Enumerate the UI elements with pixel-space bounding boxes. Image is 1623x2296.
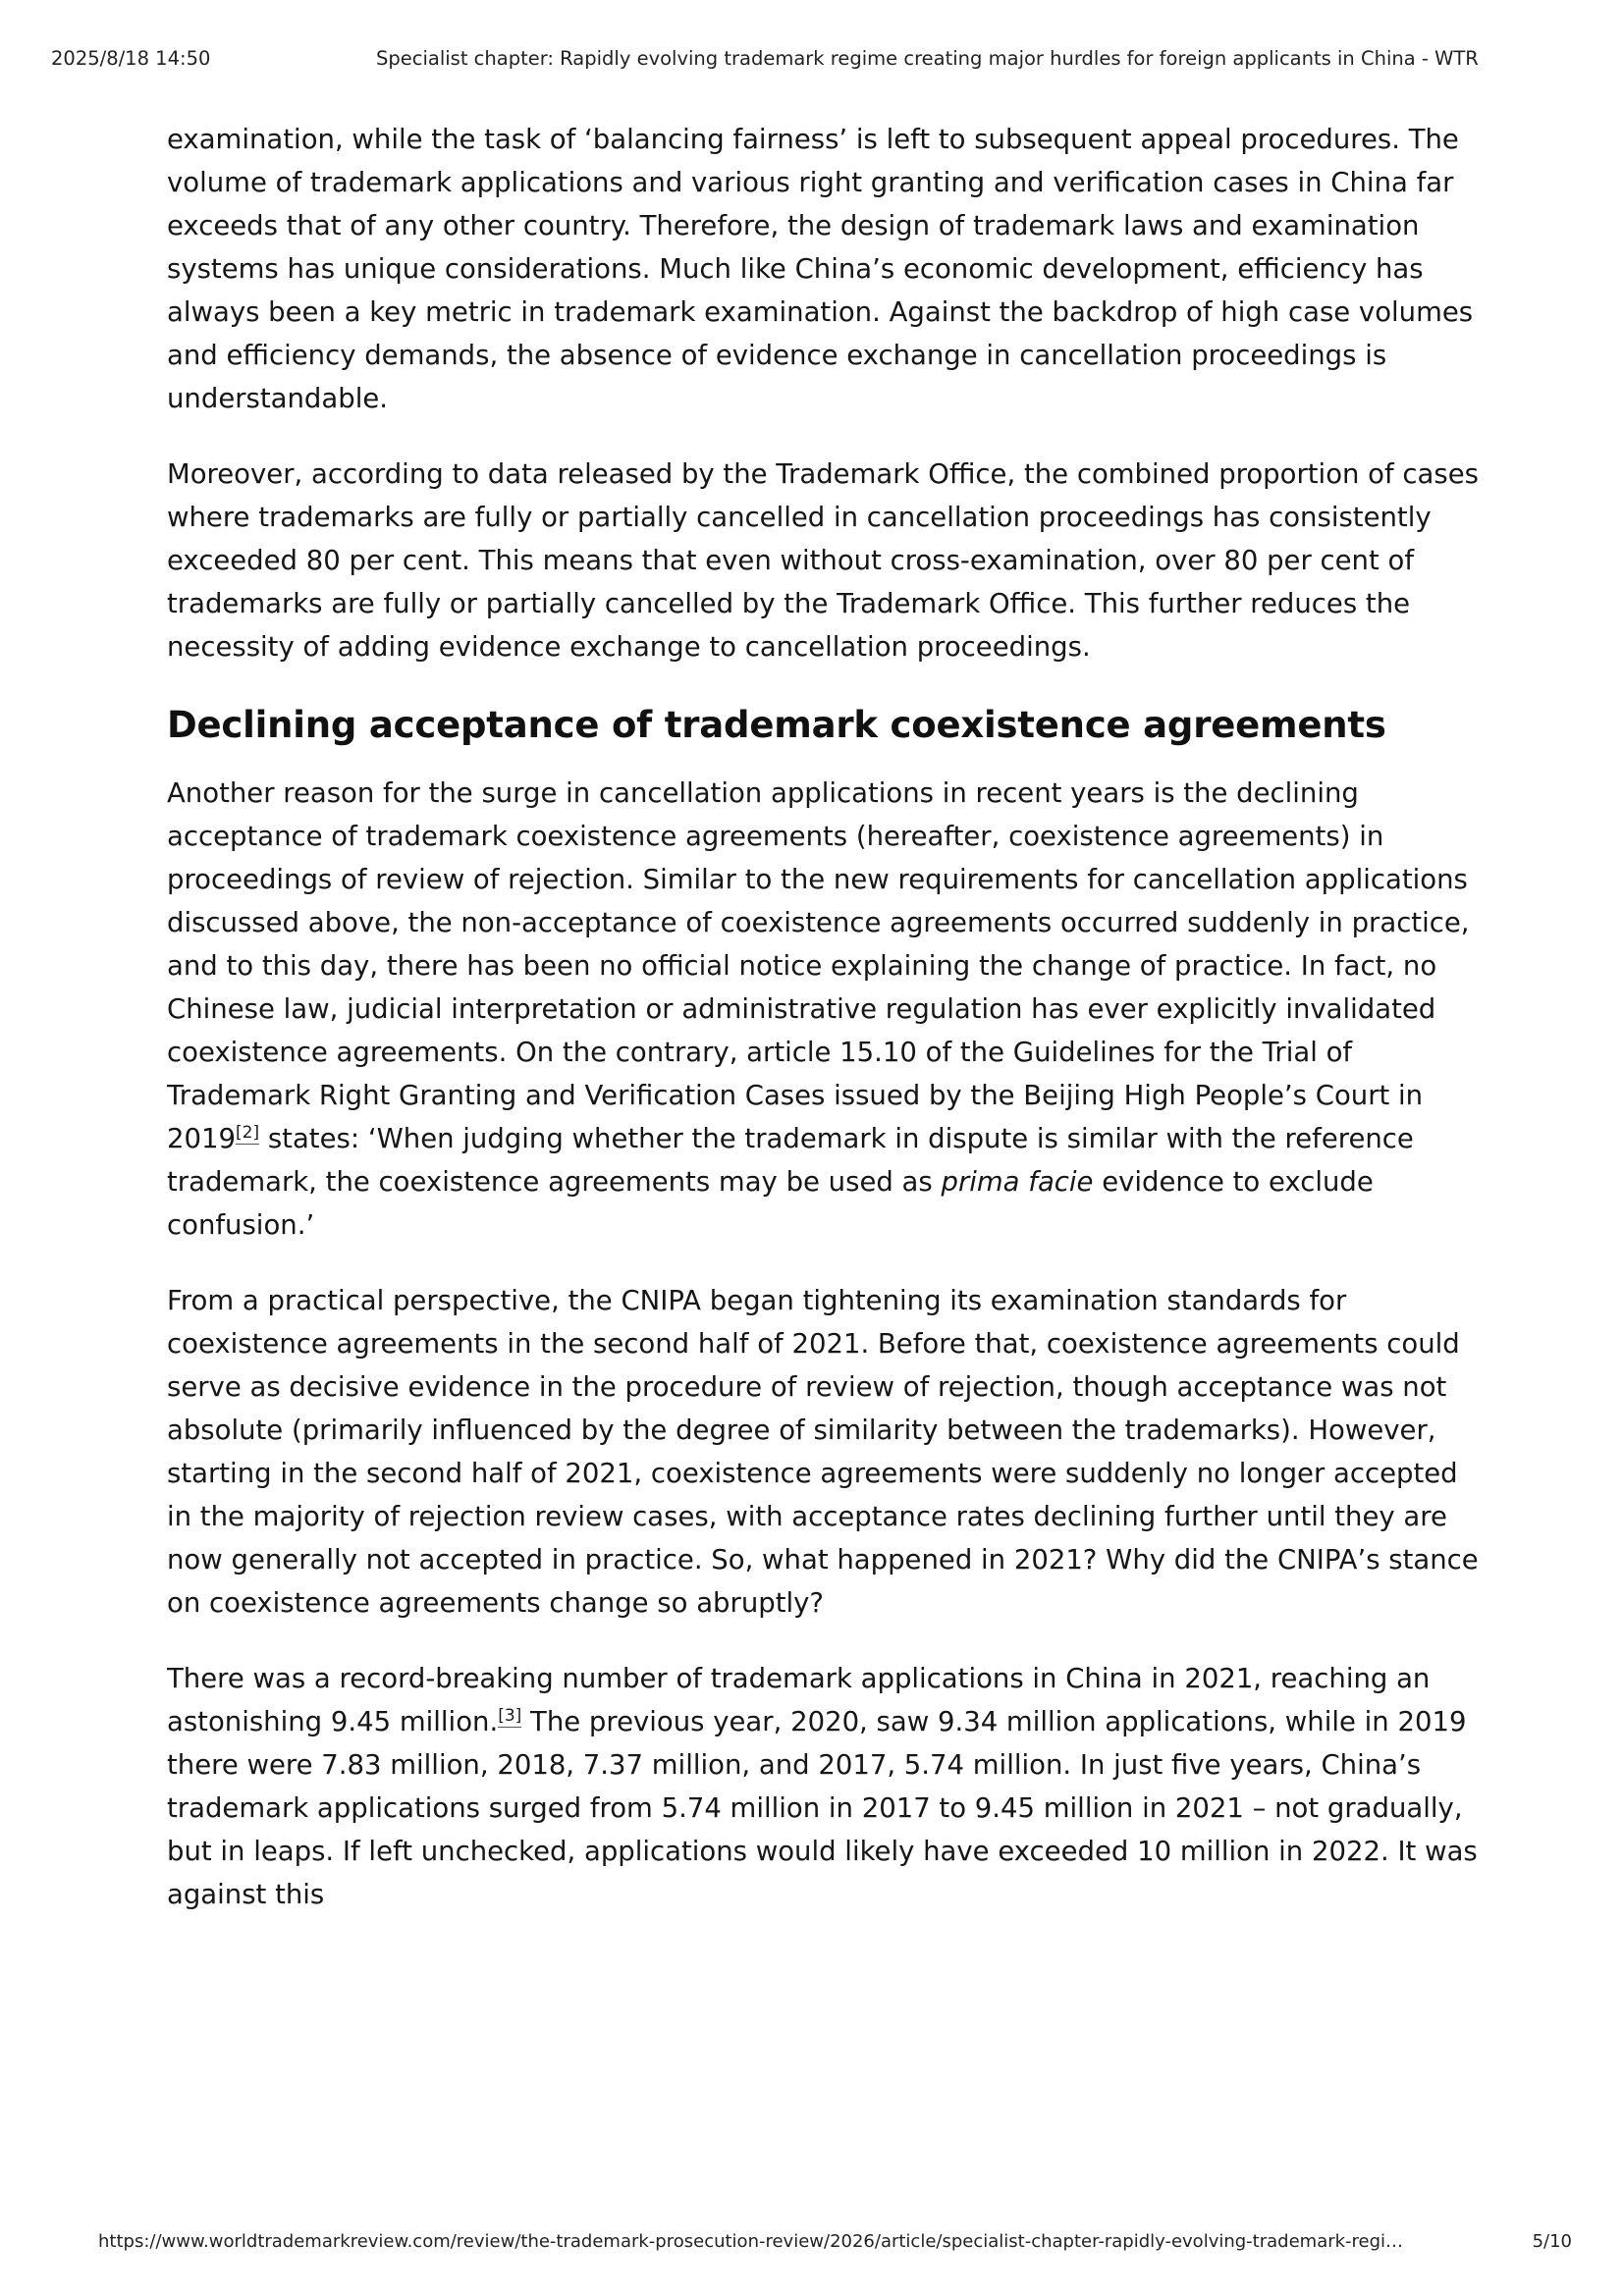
page-footer [0, 2231, 1623, 2259]
page-header [0, 47, 1623, 77]
paragraph-4: From a practical perspective, the CNIPA began tightening its examination standards for coexistence agreements in the second half of 2021. Before that, coexistence agreements could serve as decisive evidence in the procedure of review of rejection, though acceptance was not absolute (primarily influenced by the degree of similarity between the trademarks). However, starting in the second half of 2021, coexistence agreements were suddenly no longer accepted in the majority of rejection review cases, with acceptance rates declining further until they are now generally not accepted in practice. So, what happened in 2021? Why did the CNIPA’s stance on coexistence agreements change so abruptly? [167, 1285, 1479, 1619]
paragraph-3-text-a: Another reason for the surge in cancellation applications in recent years is the declining acceptance of trademark coexistence agreements (hereafter, coexistence agreements) in proceedings of review of rejection. Similar to the new requirements for cancellation applications discussed above, the non-acceptance of coexistence agreements occurred suddenly in practice, and to this day, there has been no official notice explaining the change of practice. In fact, no Chinese law, judicial interpretation or administrative regulation has ever explicitly invalidated coexistence agreements. On the contrary, article 15.10 of the Guidelines for the Trial of Trademark Right Granting and Verification Cases issued by the Beijing High People’s Court in 2019 [167, 777, 1470, 1154]
paragraph-5 [167, 1657, 1488, 1916]
paragraph-2: Moreover, according to data released by the Trademark Office, the combined proportion of cases where trademarks are fully or partially cancelled in cancellation proceedings has consistently exceeded 80 per cent. This means that even without cross-examination, over 80 per cent of trademarks are fully or partially cancelled by the Trademark Office. This further reduces the necessity of adding evidence exchange to cancellation proceedings. [167, 458, 1479, 663]
paragraph-3-text-c: evidence to exclude confusion.’ [167, 1166, 1374, 1241]
footer-page-number: 5/10 [1532, 2231, 1572, 2252]
footnote-marker-2: [2] [236, 1122, 260, 1143]
section-heading-coexistence: Declining acceptance of trademark coexistence agreements [167, 704, 1386, 746]
paragraph-3-italic: prima facie [941, 1166, 1094, 1198]
paragraph-3 [167, 772, 1488, 1247]
paragraph-5-text-a: There was a record-breaking number of trademark applications in China in 2021, reaching an astonishing 9.45 million. [167, 1663, 1431, 1737]
header-title: Specialist chapter: Rapidly evolving trademark regime creating major hurdles for foreign applicants in China - WTR [376, 47, 1479, 70]
paragraph-1: examination, while the task of ‘balancing fairness’ is left to subsequent appeal procedures. The volume of trademark applications and various right granting and verification cases in China far exceeds that of any other country. Therefore, the design of trademark laws and examination systems has unique considerations. Much like China’s economic development, efficiency has always been a key metric in trademark examination. Against the backdrop of high case volumes and efficiency demands, the absence of evidence exchange in cancellation proceedings is understandable. [167, 124, 1474, 414]
footnote-marker-3: [3] [498, 1705, 522, 1726]
footnote-link-3[interactable] [498, 1706, 521, 1737]
paragraph-5-text-b: The previous year, 2020, saw 9.34 million applications, while in 2019 there were 7.83 million, 2018, 7.37 million, and 2017, 5.74 million. In just five years, China’s trademark applications surged from 5.74 million in 2017 to 9.45 million in 2021 – not gradually, but in leaps. If left unchecked, applications would likely have exceeded 10 million in 2022. It was against this [167, 1706, 1478, 1910]
document-body [167, 118, 1488, 1916]
footer-source-url: https://www.worldtrademarkreview.com/review/the-trademark-prosecution-review/2026/article/specialist-chapter-rapidly-evolving-trademark-regi… [98, 2231, 1404, 2252]
paragraph-3-text-b: states: ‘When judging whether the trademark in dispute is similar with the reference trademark, the coexistence agreements may be used as [167, 1123, 1414, 1198]
header-date: 2025/8/18 14:50 [51, 47, 211, 70]
footnote-link-2[interactable] [236, 1123, 259, 1154]
